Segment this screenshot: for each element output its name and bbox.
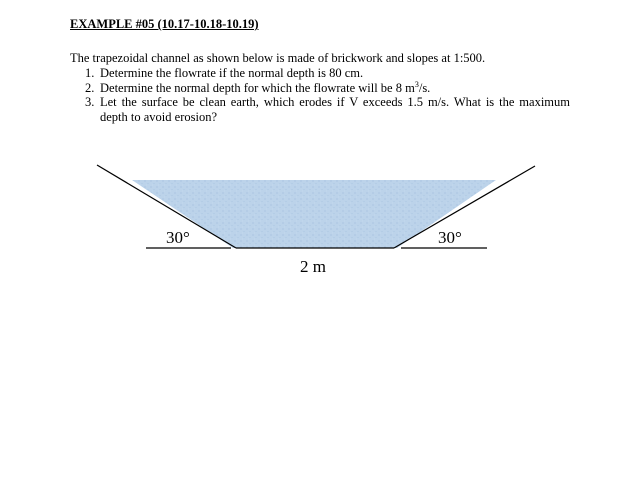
question-text-part: /s. [418,80,431,95]
example-heading: EXAMPLE #05 (10.17-10.18-10.19) [70,17,259,31]
right-angle-label: 30° [438,228,462,247]
question-text: Determine the flowrate if the normal depth is 80 cm. [100,66,364,80]
unit-exponent: 3 [414,79,419,89]
question-number: 3. [85,95,95,109]
bottom-width-label: 2 m [300,257,326,276]
left-angle-label: 30° [166,228,190,247]
question-text-part: Determine the normal depth for which the flowrate will be 8 m [100,80,415,95]
question-number: 1. [85,66,95,80]
problem-statement: The trapezoidal channel as shown below is made of brickwork and slopes at 1:500. [70,51,486,65]
question-number: 2. [85,80,95,95]
question-text: Let the surface be clean earth, which erodes if V exceeds 1.5 m/s. What is the maximum depth to avoid erosion? [100,95,570,124]
